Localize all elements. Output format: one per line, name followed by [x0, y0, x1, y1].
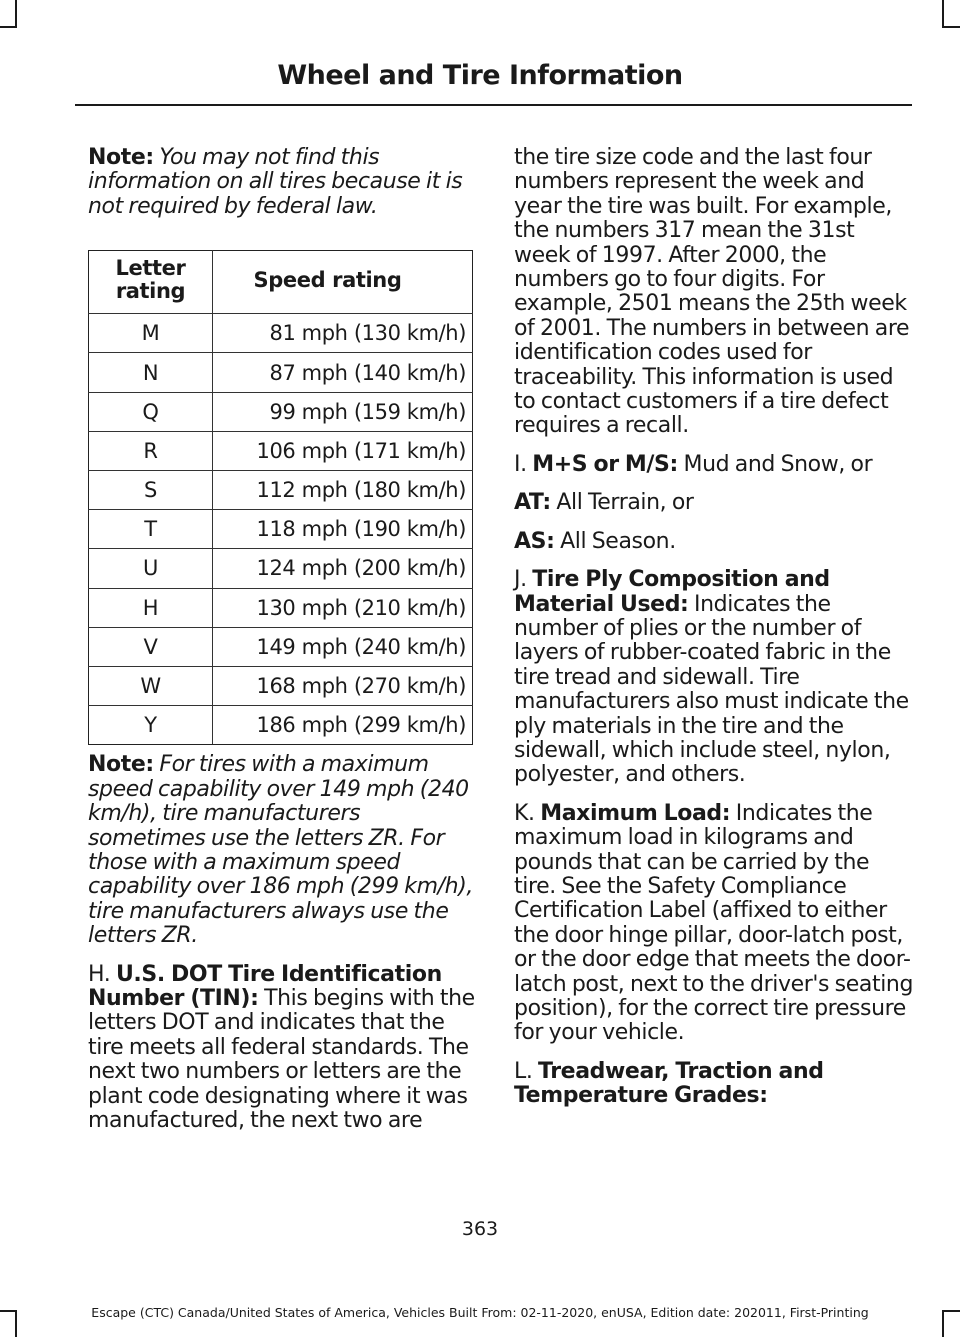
table-row: [89, 549, 473, 588]
crop-mark-top-right-vertical: [942, 0, 944, 28]
table-header-row: [89, 251, 473, 314]
letter-cell: T: [89, 510, 213, 549]
section-title: Treadwear, Traction and Temperature Grades:: [514, 1058, 824, 1109]
note-text: You may not find this information on all tires because it is not required by federal law.: [88, 145, 463, 219]
section-h-tin: [88, 963, 478, 1134]
crop-mark-top-left-vertical: [15, 0, 17, 28]
section-title: AS:: [514, 528, 555, 554]
column-header-speed-rating: Speed rating: [213, 251, 473, 314]
letter-cell: S: [89, 470, 213, 509]
all-season-item: [514, 530, 914, 554]
letter-cell: H: [89, 588, 213, 627]
speed-cell: 99 mph (159 km/h): [213, 392, 473, 431]
table-row: [89, 392, 473, 431]
speed-cell: 168 mph (270 km/h): [213, 666, 473, 705]
section-prefix: H.: [88, 961, 111, 987]
section-text: Indicates the maximum load in kilograms and pounds that can be carried by the tire. See the Safety Compliance Certification Label (affixed to either the door hinge pillar, door-latch post, or the door edge that meets the door-latch post, next to the driver's seating position), for the correct tire pressure for your vehicle.: [514, 800, 914, 1046]
note-zr-letters: [88, 753, 478, 948]
speed-cell: 124 mph (200 km/h): [213, 549, 473, 588]
letter-cell: N: [89, 353, 213, 392]
table-row: [89, 353, 473, 392]
section-title: Maximum Load:: [540, 800, 731, 826]
speed-cell: 149 mph (240 km/h): [213, 627, 473, 666]
speed-cell: 186 mph (299 km/h): [213, 706, 473, 745]
section-i-mud-snow: [514, 453, 914, 477]
footer-edition-info: Escape (CTC) Canada/United States of America, Vehicles Built From: 02-11-2020, enUSA, Edition date: 202011, First-Printing: [91, 1305, 869, 1320]
speed-cell: 87 mph (140 km/h): [213, 353, 473, 392]
page-title: Wheel and Tire Information: [277, 60, 683, 91]
letter-cell: U: [89, 549, 213, 588]
page-number: 363: [461, 1218, 499, 1240]
speed-cell: 106 mph (171 km/h): [213, 431, 473, 470]
crop-mark-top-left-horizontal: [0, 26, 17, 28]
tin-continuation: the tire size code and the last four numbers represent the week and year the tire was built. For example, the numbers 317 mean the 31st week of 1997. After 2000, the numbers go to four digits. For example, 2501 means the 25th week of 2001. The numbers in between are identification codes used for traceability. This information is used to contact customers if a tire defect requires a recall.: [514, 145, 910, 439]
letter-cell: R: [89, 431, 213, 470]
table-row: [89, 588, 473, 627]
section-prefix: K.: [514, 800, 535, 826]
letter-cell: M: [89, 314, 213, 353]
column-header-letter-rating: Letter rating: [89, 251, 213, 314]
section-prefix: J.: [514, 567, 527, 593]
crop-mark-top-right-horizontal: [942, 26, 960, 28]
section-j-ply-composition: [514, 568, 914, 788]
right-column: [514, 146, 914, 1109]
section-l-utqg: [514, 1060, 914, 1109]
section-prefix: L.: [514, 1058, 533, 1084]
letter-cell: V: [89, 627, 213, 666]
speed-cell: 112 mph (180 km/h): [213, 470, 473, 509]
left-column: [88, 146, 478, 1133]
section-text: All Terrain, or: [556, 490, 694, 516]
table-row: [89, 314, 473, 353]
note-label: Note:: [88, 145, 154, 170]
section-text: This begins with the letters DOT and indicates that the tire meets all federal standards. The next two numbers or letters are the plant code designating where it was manufactured, the next two are: [88, 985, 475, 1133]
all-terrain-item: [514, 491, 914, 515]
table-row: [89, 666, 473, 705]
note-federal-law: [88, 146, 478, 219]
table-row: [89, 470, 473, 509]
letter-cell: Y: [89, 706, 213, 745]
section-k-maximum-load: [514, 802, 914, 1046]
speed-rating-table: [88, 250, 473, 745]
table-row: [89, 431, 473, 470]
section-prefix: I.: [514, 451, 527, 477]
speed-cell: 130 mph (210 km/h): [213, 588, 473, 627]
section-title: AT:: [514, 490, 551, 516]
section-text: Mud and Snow, or: [683, 451, 873, 477]
letter-cell: Q: [89, 392, 213, 431]
note-text: For tires with a maximum speed capability over 149 mph (240 km/h), tire manufacturers sometimes use the letters ZR. For those with a maximum speed capability over 186 mph (299 km/h), tire manufacturers always use the letters ZR.: [88, 752, 474, 949]
section-title: U.S. DOT Tire Identification Number (TIN):: [88, 961, 442, 1011]
section-title: M+S or M/S:: [532, 451, 678, 477]
table-row: [89, 627, 473, 666]
note-label: Note:: [88, 752, 154, 778]
section-title: Tire Ply Composition and Material Used:: [514, 567, 830, 617]
section-text: Indicates the number of plies or the number of layers of rubber-coated fabric in the tire tread and sidewall. Tire manufacturers also must indicate the ply materials in the tire and the sidewall, which include steel, nylon, polyester, and others.: [514, 591, 909, 788]
table-row: [89, 706, 473, 745]
letter-cell: W: [89, 666, 213, 705]
speed-cell: 81 mph (130 km/h): [213, 314, 473, 353]
speed-cell: 118 mph (190 km/h): [213, 510, 473, 549]
header-divider: [75, 104, 912, 106]
table-row: [89, 510, 473, 549]
section-text: All Season.: [560, 528, 676, 554]
